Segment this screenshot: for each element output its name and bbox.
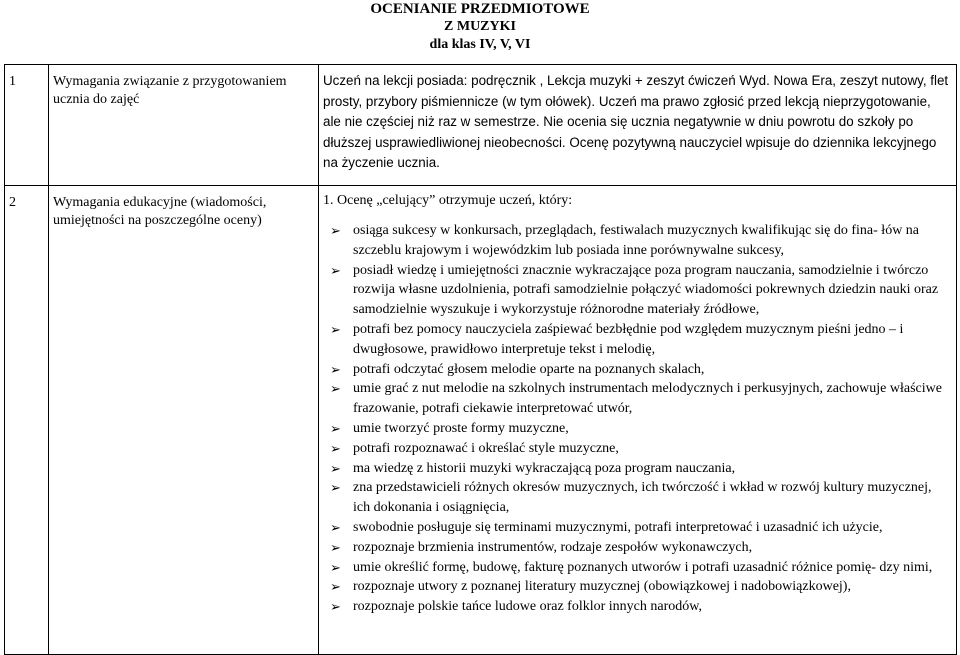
list-item-text: ma wiedzę z historii muzyki wykraczającą poza program nauczania, xyxy=(353,460,736,476)
arrowhead-bullet-icon: ➢ xyxy=(330,224,341,239)
requirement-name: Wymagania edukacyjne (wiadomości, umiejętności na poszczególne oceny) xyxy=(49,186,319,655)
list-item-text: potrafi rozpoznawać i określać style muzyczne, xyxy=(353,440,619,456)
list-item xyxy=(323,439,952,459)
requirement-description xyxy=(319,65,957,186)
list-item xyxy=(323,419,952,439)
list-item-text: umie grać z nut melodie na szkolnych instrumentach melodycznych i perkusyjnych, zachowuje właściwe frazowanie, potrafi ciekawie interpretować utwór, xyxy=(353,381,942,417)
arrowhead-bullet-icon: ➢ xyxy=(330,362,341,378)
document-classes: dla klas IV, V, VI xyxy=(429,37,531,52)
row-number: 1 xyxy=(5,65,49,186)
document-header xyxy=(0,0,960,54)
arrowhead-bullet-icon: ➢ xyxy=(330,600,341,616)
list-item xyxy=(323,478,952,518)
arrowhead-bullet-icon: ➢ xyxy=(330,322,341,338)
list-item xyxy=(323,597,952,617)
list-item-text: rozpoznaje brzmienia instrumentów, rodzaje zespołów wykonawczych, xyxy=(353,539,753,555)
grade-intro: 1. Ocenę „celujący” otrzymuje uczeń, który: xyxy=(323,193,573,208)
arrowhead-bullet-icon: ➢ xyxy=(330,421,341,437)
arrowhead-bullet-icon: ➢ xyxy=(330,263,341,279)
list-item-text: zna przedstawicieli różnych okresów muzycznych, ich twórczość i wkład w rozwój kultury muzycznej, ich dokonania i osiągnięcia, xyxy=(353,480,932,516)
criteria-list xyxy=(323,221,952,617)
list-item-text: osiąga sukcesy w konkursach, przeglądach, festiwalach muzycznych kwalifikując się do fina- łów na szczeblu krajowym i wojewódzkim lub posiada inne porównywalne sukcesy, xyxy=(353,223,920,258)
list-item xyxy=(323,221,952,261)
arrowhead-bullet-icon: ➢ xyxy=(330,540,341,556)
list-item-text: umie określić formę, budowę, fakturę poznanych utworów i potrafi uzasadnić różnice pomię- dzy nimi, xyxy=(353,559,933,575)
list-item-text: rozpoznaje polskie tańce ludowe oraz folklor innych narodów, xyxy=(353,599,702,615)
list-item-text: potrafi odczytać głosem melodie oparte na poznanych skalach, xyxy=(353,361,705,377)
requirements-table xyxy=(4,64,957,655)
list-item xyxy=(323,558,952,578)
list-item xyxy=(323,360,952,380)
arrowhead-bullet-icon: ➢ xyxy=(330,580,341,596)
document-title: OCENIANIE PRZEDMIOTOWE xyxy=(370,1,590,17)
arrowhead-bullet-icon: ➢ xyxy=(330,481,341,497)
list-item-text: potrafi bez pomocy nauczyciela zaśpiewać bezbłędnie pod względem muzycznym pieśni jedno – i dwugłosowe, prawidłowo interpretuje tekst i melodię, xyxy=(353,321,904,357)
document-subtitle: Z MUZYKI xyxy=(444,19,516,34)
row-number: 2 xyxy=(5,186,49,655)
list-item-text: swobodnie posługuje się terminami muzycznymi, potrafi interpretować i uzasadnić ich użycie, xyxy=(353,519,883,535)
requirement-name: Wymagania związanie z przygotowaniem ucznia do zajęć xyxy=(49,65,319,186)
requirement-description xyxy=(319,186,957,655)
list-item-text: posiadł wiedzę i umiejętności znacznie wykraczające poza program nauczania, samodzielnie i twórczo rozwija własne uzdolnienia, potrafi samodzielnie połączyć wiadomości pokrewnych dziedzin nauki oraz samodzielnie wyszukuje i wykorzystuje różnorodne materiały źródłowe, xyxy=(353,262,939,318)
arrowhead-bullet-icon: ➢ xyxy=(330,461,341,477)
arrowhead-bullet-icon: ➢ xyxy=(330,382,341,398)
list-item xyxy=(323,538,952,558)
list-item-text: rozpoznaje utwory z poznanej literatury muzycznej (obowiązkowej i nadobowiązkowej), xyxy=(353,579,851,595)
arrowhead-bullet-icon: ➢ xyxy=(330,520,341,536)
preparation-text: Uczeń na lekcji posiada: podręcznik , Lekcja muzyki + zeszyt ćwiczeń Wyd. Nowa Era, zeszyt nutowy, flet prosty, przybory piśmiennicze (w tym ołówek). Uczeń ma prawo zgłosić przed lekcją nieprzygotowanie, ale nie częściej niż raz w semestrze. Nie ocenia się ucznia negatywnie w dniu powrotu do szkoły po dłuższej usprawiedliwionej nieobecności. Ocenę pozytywną nauczyciel wpisuje do dziennika lekcyjnego na życzenie ucznia. xyxy=(323,73,949,171)
list-item xyxy=(323,320,952,360)
arrowhead-bullet-icon: ➢ xyxy=(330,560,341,576)
list-item-text: umie tworzyć proste formy muzyczne, xyxy=(353,420,569,436)
table-row xyxy=(5,186,957,655)
list-item xyxy=(323,459,952,479)
table-row xyxy=(5,65,957,186)
list-item xyxy=(323,577,952,597)
list-item xyxy=(323,379,952,419)
list-item xyxy=(323,261,952,320)
arrowhead-bullet-icon: ➢ xyxy=(330,441,341,457)
list-item xyxy=(323,518,952,538)
